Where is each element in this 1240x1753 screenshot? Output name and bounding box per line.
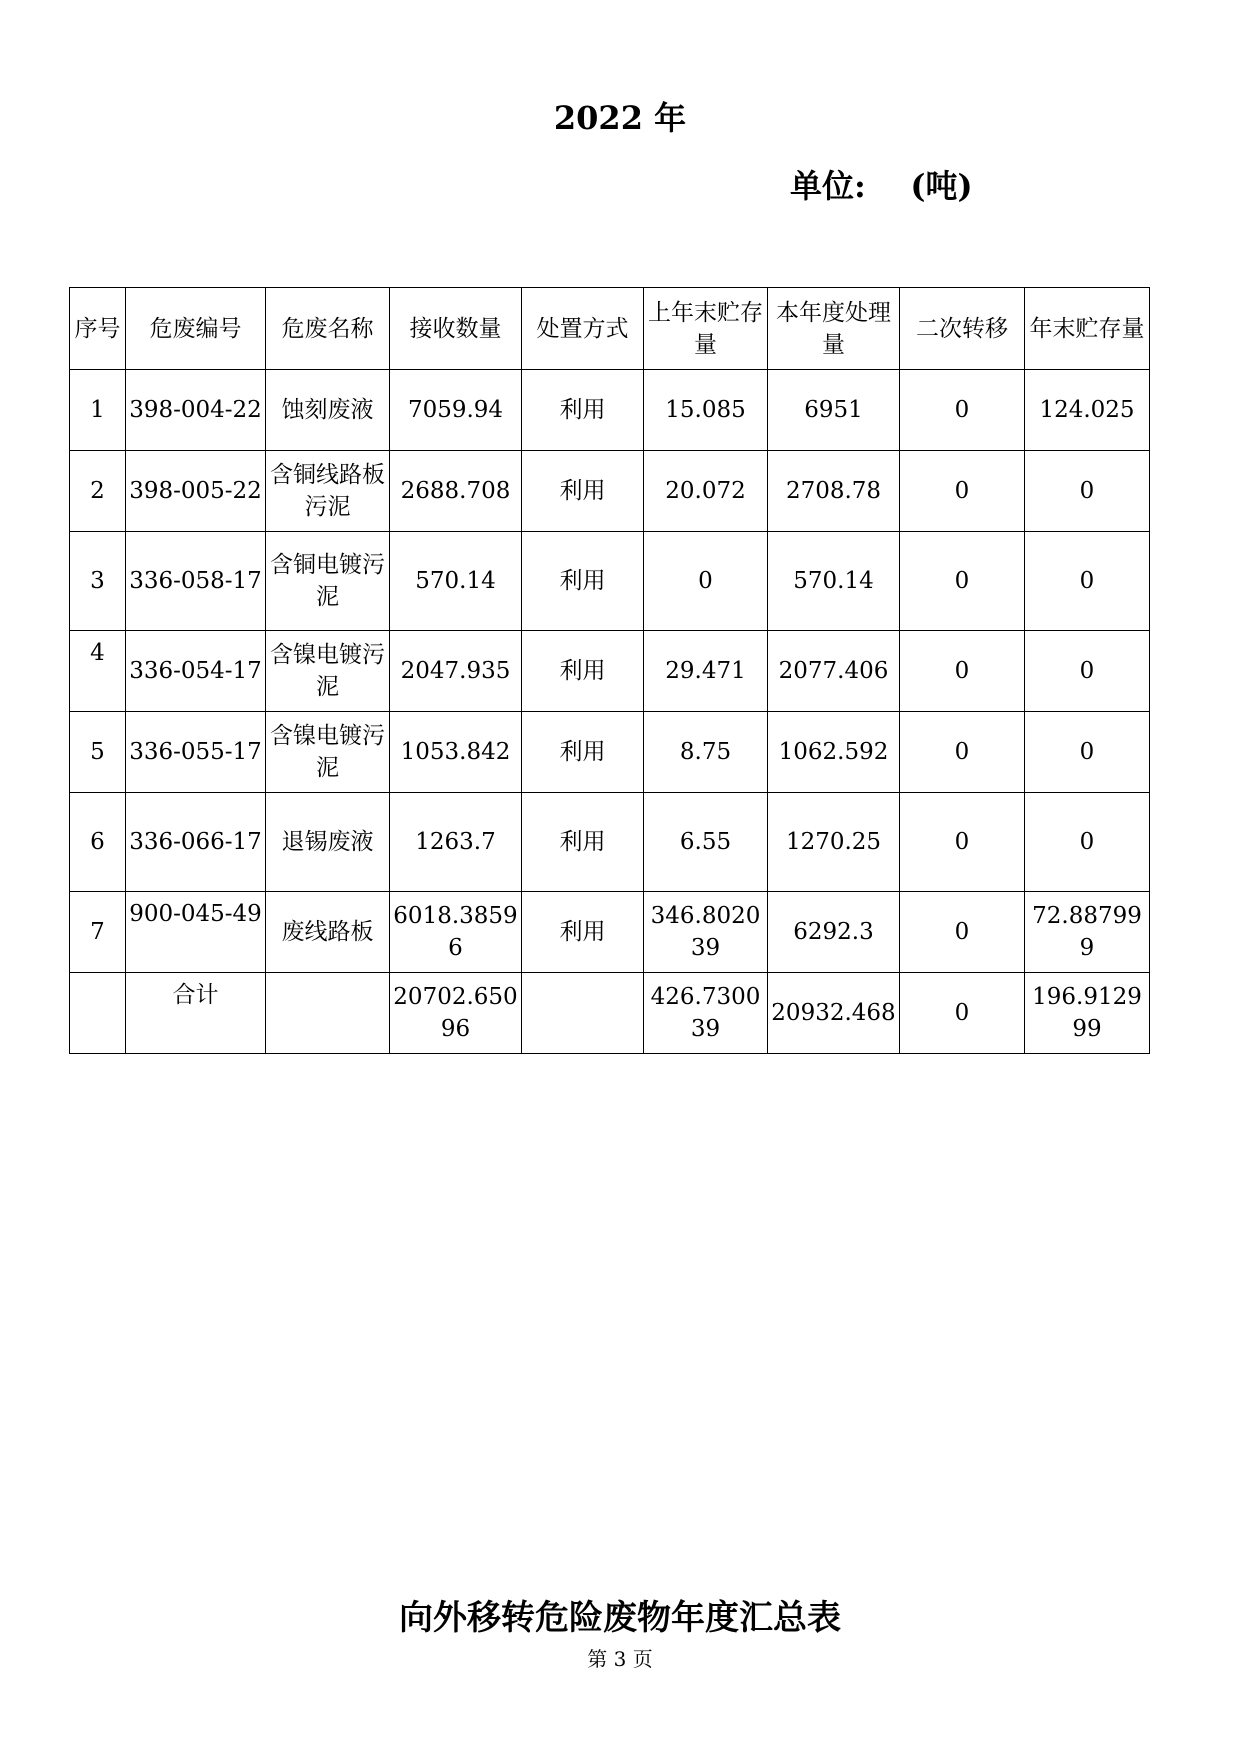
unit-label: 单位: (790, 167, 866, 205)
col-header-seq: 序号 (70, 288, 126, 370)
report-year-title: 2022 年 (553, 99, 687, 137)
cell-year-end-stock: 72.887999 (1025, 892, 1150, 973)
cell-waste-code: 398-005-22 (126, 451, 266, 532)
cell-processed: 2077.406 (768, 631, 900, 712)
col-header-year-end-stock: 年末贮存量 (1025, 288, 1150, 370)
col-header-received: 接收数量 (390, 288, 522, 370)
cell-disposal-method: 利用 (522, 451, 644, 532)
table-header-row (70, 288, 1150, 370)
cell-prev-stock: 346.802039 (644, 892, 768, 973)
cell-secondary-transfer: 0 (900, 712, 1025, 793)
cell-year-end-stock: 124.025 (1025, 370, 1150, 451)
cell-waste-name: 退锡废液 (266, 793, 390, 892)
cell-prev-stock: 6.55 (644, 793, 768, 892)
table-row (70, 712, 1150, 793)
cell-total-secondary-transfer: 0 (900, 973, 1025, 1054)
table-row (70, 892, 1150, 973)
cell-seq: 7 (70, 892, 126, 973)
cell-received: 1053.842 (390, 712, 522, 793)
cell-waste-code: 900-045-49 (126, 892, 266, 973)
cell-received: 7059.94 (390, 370, 522, 451)
cell-received: 1263.7 (390, 793, 522, 892)
cell-secondary-transfer: 0 (900, 370, 1025, 451)
cell-total-prev-stock: 426.730039 (644, 973, 768, 1054)
cell-total-processed: 20932.468 (768, 973, 900, 1054)
cell-year-end-stock: 0 (1025, 631, 1150, 712)
cell-total-empty-name (266, 973, 390, 1054)
cell-processed: 570.14 (768, 532, 900, 631)
cell-year-end-stock: 0 (1025, 451, 1150, 532)
cell-waste-name: 含镍电镀污泥 (266, 712, 390, 793)
cell-secondary-transfer: 0 (900, 631, 1025, 712)
unit-value: (吨) (910, 167, 973, 205)
cell-disposal-method: 利用 (522, 793, 644, 892)
cell-seq: 3 (70, 532, 126, 631)
total-row (70, 973, 1150, 1054)
col-header-waste-name: 危废名称 (266, 288, 390, 370)
cell-total-empty-seq (70, 973, 126, 1054)
cell-received: 2688.708 (390, 451, 522, 532)
cell-waste-code: 398-004-22 (126, 370, 266, 451)
cell-total-year-end-stock: 196.912999 (1025, 973, 1150, 1054)
cell-prev-stock: 29.471 (644, 631, 768, 712)
cell-year-end-stock: 0 (1025, 793, 1150, 892)
col-header-disposal-method: 处置方式 (522, 288, 644, 370)
cell-total-received: 20702.65096 (390, 973, 522, 1054)
cell-prev-stock: 15.085 (644, 370, 768, 451)
cell-waste-code: 336-054-17 (126, 631, 266, 712)
cell-disposal-method: 利用 (522, 712, 644, 793)
col-header-prev-stock: 上年末贮存量 (644, 288, 768, 370)
cell-processed: 1062.592 (768, 712, 900, 793)
cell-seq: 4 (70, 631, 126, 712)
cell-processed: 6292.3 (768, 892, 900, 973)
cell-secondary-transfer: 0 (900, 793, 1025, 892)
cell-secondary-transfer: 0 (900, 451, 1025, 532)
cell-received: 6018.38596 (390, 892, 522, 973)
cell-prev-stock: 0 (644, 532, 768, 631)
col-header-waste-code: 危废编号 (126, 288, 266, 370)
hazardous-waste-table (69, 287, 1150, 1054)
cell-seq: 6 (70, 793, 126, 892)
cell-waste-name: 含铜电镀污泥 (266, 532, 390, 631)
cell-disposal-method: 利用 (522, 370, 644, 451)
cell-disposal-method: 利用 (522, 532, 644, 631)
cell-processed: 6951 (768, 370, 900, 451)
cell-waste-code: 336-055-17 (126, 712, 266, 793)
cell-year-end-stock: 0 (1025, 712, 1150, 793)
cell-waste-code: 336-058-17 (126, 532, 266, 631)
col-header-processed: 本年度处理量 (768, 288, 900, 370)
cell-received: 2047.935 (390, 631, 522, 712)
cell-seq: 1 (70, 370, 126, 451)
cell-disposal-method: 利用 (522, 892, 644, 973)
cell-seq: 2 (70, 451, 126, 532)
cell-received: 570.14 (390, 532, 522, 631)
cell-processed: 1270.25 (768, 793, 900, 892)
cell-secondary-transfer: 0 (900, 532, 1025, 631)
cell-waste-name: 废线路板 (266, 892, 390, 973)
table-row (70, 532, 1150, 631)
page-number: 第 3 页 (587, 1647, 653, 1671)
cell-year-end-stock: 0 (1025, 532, 1150, 631)
cell-waste-name: 蚀刻废液 (266, 370, 390, 451)
unit-line (790, 166, 973, 206)
cell-total-label: 合计 (126, 973, 266, 1054)
cell-waste-code: 336-066-17 (126, 793, 266, 892)
table-row (70, 451, 1150, 532)
cell-prev-stock: 20.072 (644, 451, 768, 532)
cell-secondary-transfer: 0 (900, 892, 1025, 973)
cell-waste-name: 含铜线路板污泥 (266, 451, 390, 532)
table-row (70, 793, 1150, 892)
cell-processed: 2708.78 (768, 451, 900, 532)
cell-total-empty-method (522, 973, 644, 1054)
cell-seq: 5 (70, 712, 126, 793)
col-header-secondary-transfer: 二次转移 (900, 288, 1025, 370)
cell-prev-stock: 8.75 (644, 712, 768, 793)
cell-disposal-method: 利用 (522, 631, 644, 712)
table-row (70, 370, 1150, 451)
table-row (70, 631, 1150, 712)
cell-waste-name: 含镍电镀污泥 (266, 631, 390, 712)
summary-table-title: 向外移转危险废物年度汇总表 (399, 1598, 841, 1638)
